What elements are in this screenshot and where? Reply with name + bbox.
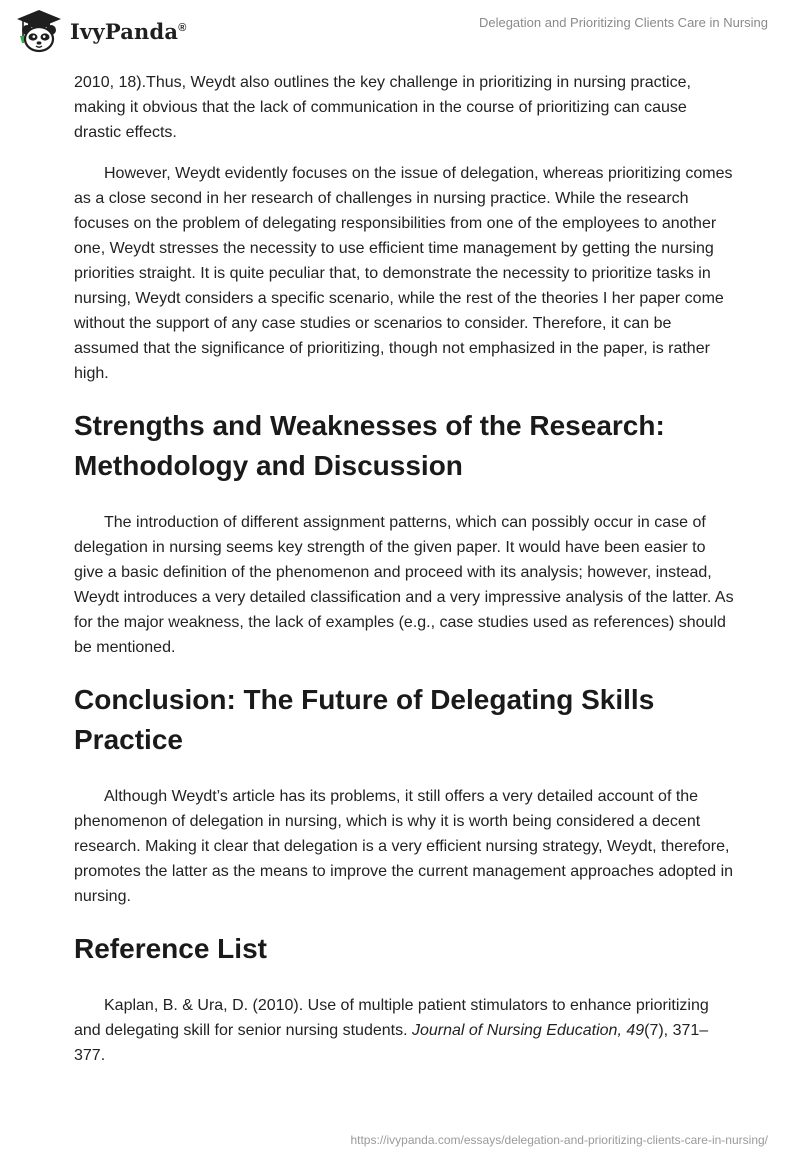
essay-content: [74, 70, 734, 1068]
reference-journal: Journal of Nursing Education, 49: [411, 1022, 645, 1039]
panda-graduate-icon: [14, 8, 64, 54]
document-title: Delegation and Prioritizing Clients Care in Nursing: [478, 15, 768, 30]
footer-url[interactable]: https://ivypanda.com/essays/delegation-and-prioritizing-clients-care-in-nursing/: [350, 1133, 768, 1147]
reference-entry: [74, 993, 734, 1068]
paragraph-conclusion: Although Weydt’s article has its problems, it still offers a very detailed account of the phenomenon of delegation in nursing, which is why it is worth being considered a decent research. Making it clear that delegation is a very efficient nursing strategy, Weydt, therefore, promotes the latter as the means to improve the current management approaches adopted in nursing.: [74, 788, 734, 905]
registered-mark: ®: [178, 21, 187, 34]
brand-name: IvyPanda®: [70, 18, 187, 44]
heading-conclusion: Conclusion: The Future of Delegating Skills Practice: [74, 684, 655, 755]
reference-issue-pages: (7), 371–377.: [74, 1022, 709, 1064]
ivypanda-logo[interactable]: [14, 8, 187, 54]
heading-reference-list: Reference List: [74, 933, 267, 964]
reference-authors-title: Kaplan, B. & Ura, D. (2010). Use of multiple patient stimulators to enhance prioritizing and delegating skill for senior nursing students.: [74, 997, 709, 1039]
paragraph-strengths: The introduction of different assignment patterns, which can possibly occur in case of delegation in nursing seems key strength of the given paper. It would have been easier to give a basic definition of the phenomenon and proceed with its analysis; however, instead, Weydt introduces a very detailed classification and a very impressive analysis of the latter. As for the major weakness, the lack of examples (e.g., case studies used as references) should be mentioned.: [74, 514, 734, 656]
heading-strengths-weaknesses: Strengths and Weaknesses of the Research: Methodology and Discussion: [74, 410, 665, 481]
page-header: [0, 0, 800, 70]
paragraph-continuation: 2010, 18).Thus, Weydt also outlines the key challenge in prioritizing in nursing practice, making it obvious that the lack of communication in the course of prioritizing can cause drastic effects.: [74, 74, 691, 141]
paragraph-delegation-focus: However, Weydt evidently focuses on the issue of delegation, whereas prioritizing comes as a close second in her research of challenges in nursing practice. While the research focuses on the problem of delegating responsibilities from one of the employees to another one, Weydt stresses the necessity to use efficient time management by getting the nursing priorities straight. It is quite peculiar that, to demonstrate the necessity to prioritize tasks in nursing, Weydt considers a specific scenario, while the rest of the theories I her paper come without the support of any case studies or scenarios to consider. Therefore, it can be assumed that the significance of prioritizing, though not emphasized in the paper, is rather high.: [74, 165, 733, 382]
